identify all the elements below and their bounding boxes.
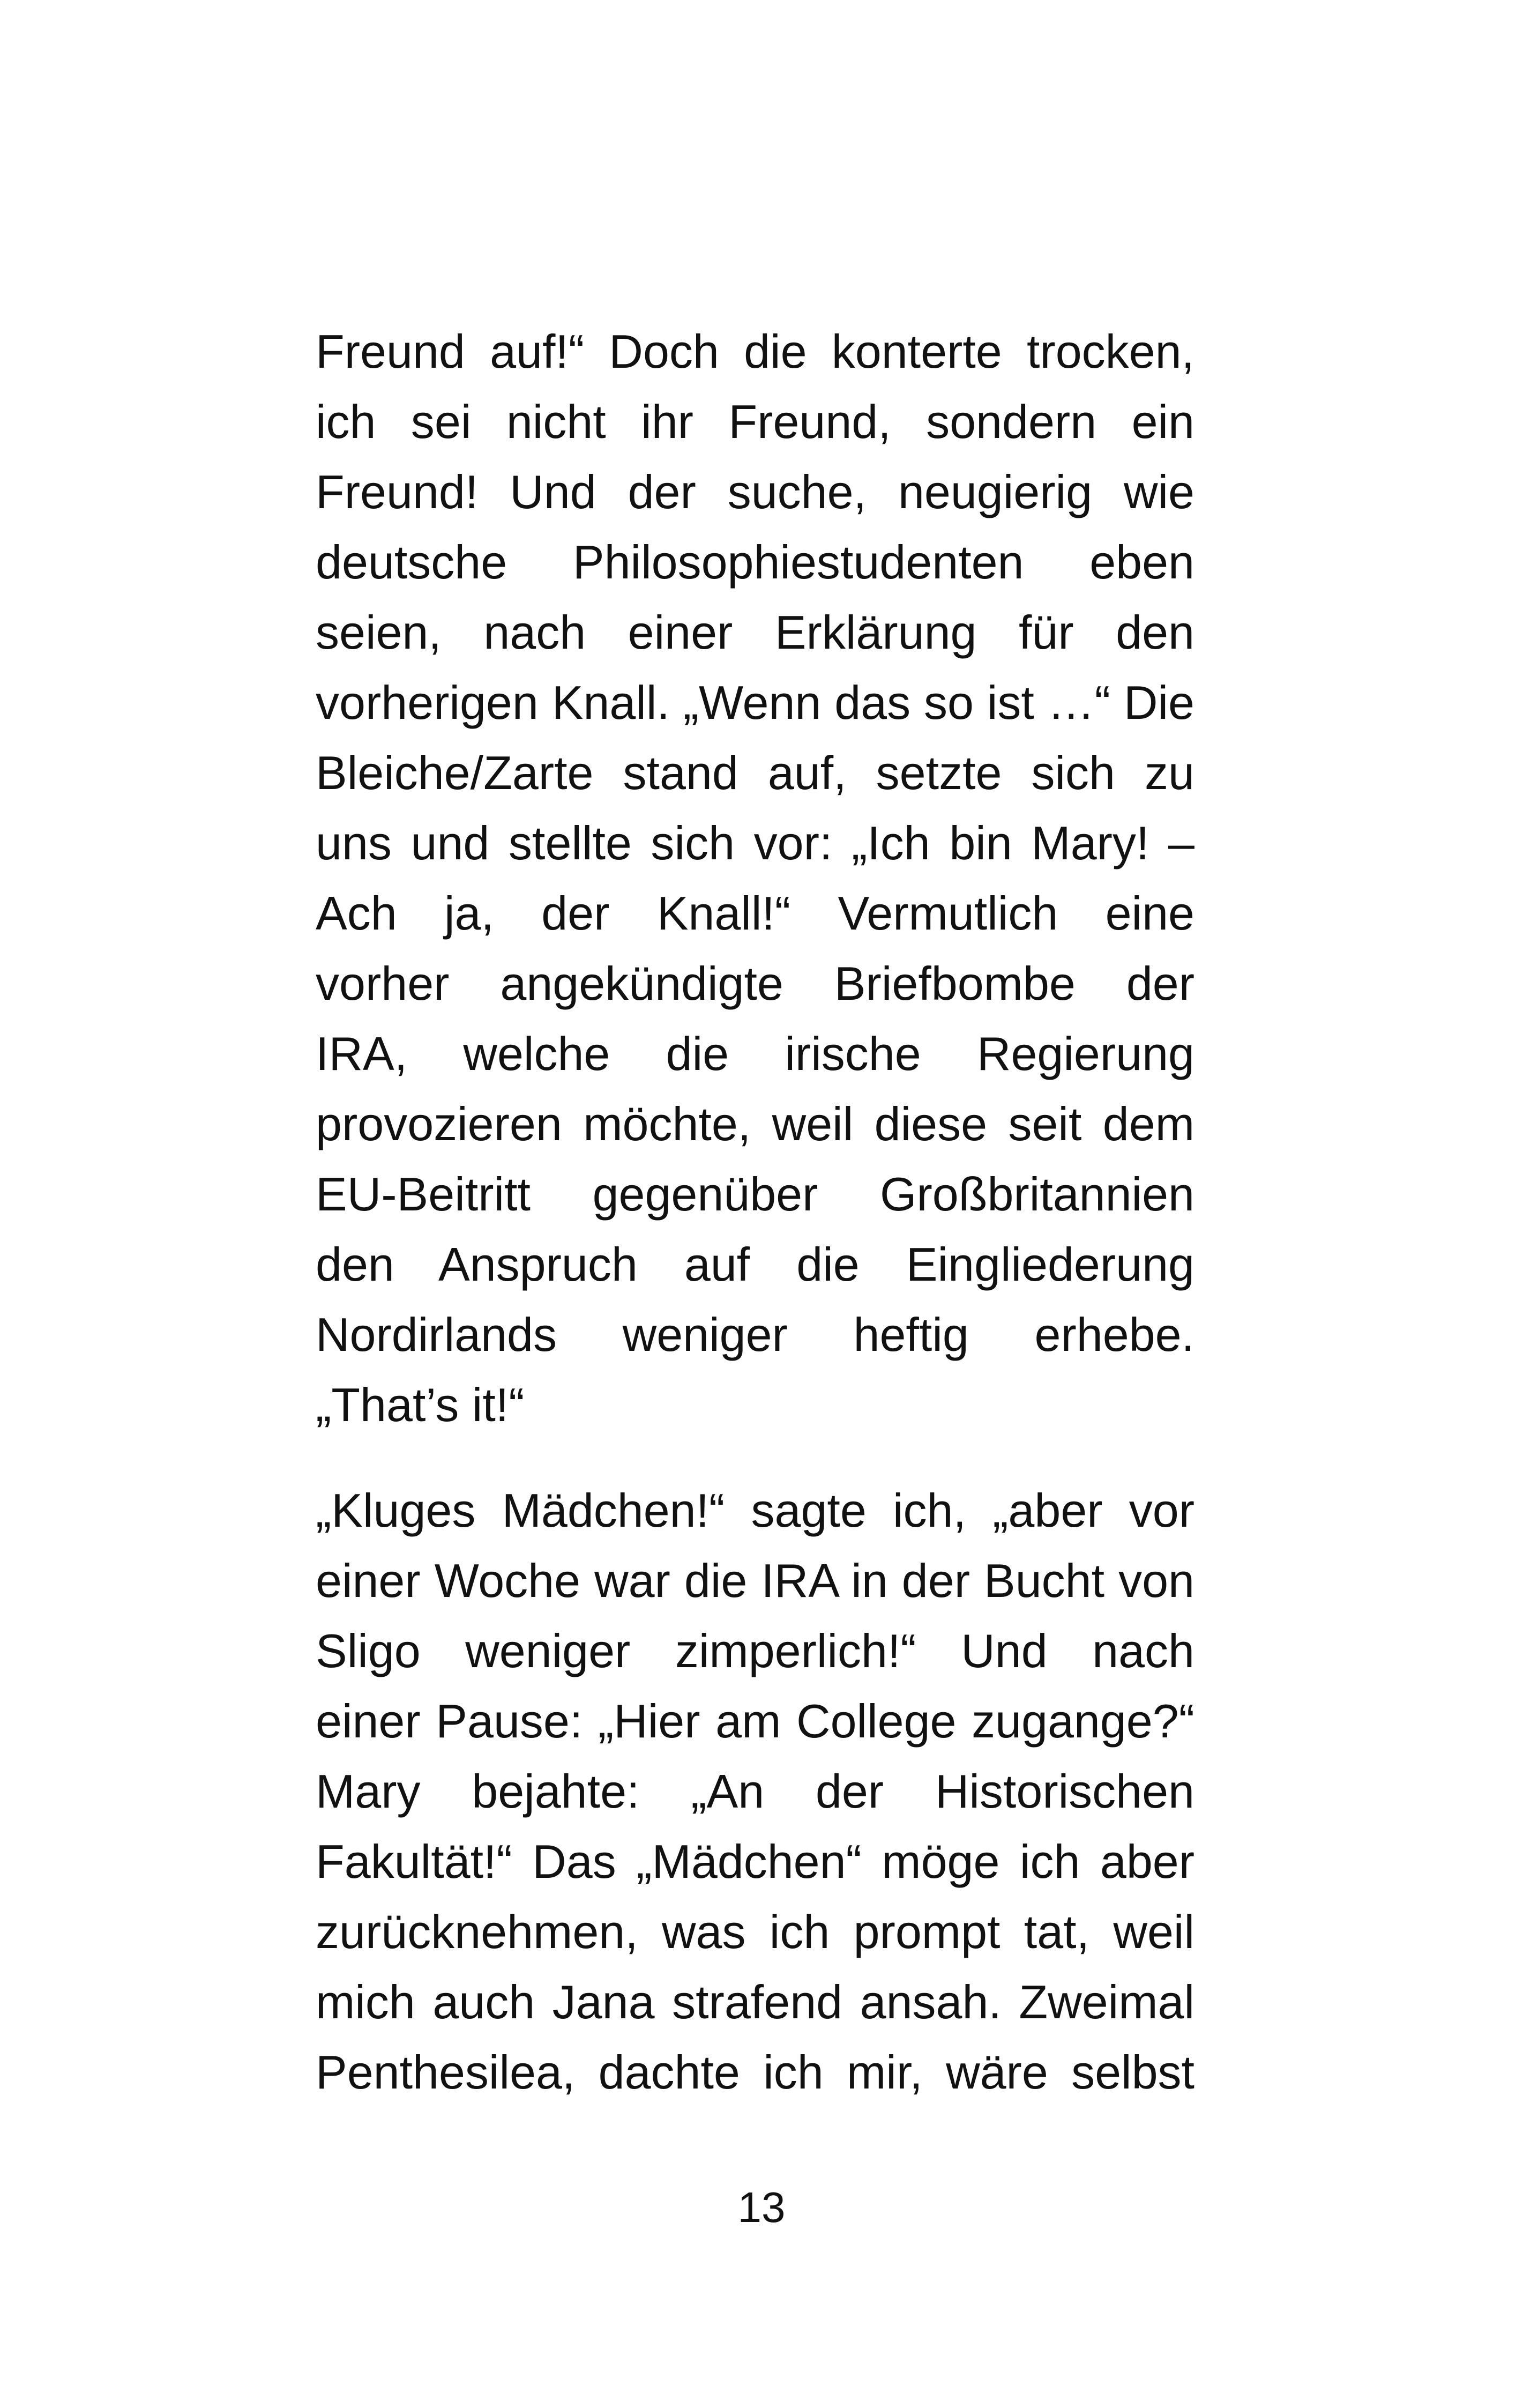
text-line: provozieren möchte, weil diese seit dem: [316, 1097, 1194, 1150]
text-line: ich sei nicht ihr Freund, sondern ein: [316, 395, 1194, 448]
text-line: Freund! Und der suche, neugierig wie: [316, 465, 1194, 518]
text-line: zurücknehmen, was ich prompt tat, weil: [316, 1905, 1194, 1958]
text-line: IRA, welche die irische Regierung: [316, 1027, 1194, 1080]
text-line: Sligo weniger zimperlich!“ Und nach: [316, 1624, 1194, 1677]
text-line: deutsche Philosophiestudenten eben: [316, 536, 1194, 589]
text-line: seien, nach einer Erklärung für den: [316, 606, 1194, 659]
text-line: vorher angekündigte Briefbombe der: [316, 957, 1194, 1010]
text-line: Bleiche/Zarte stand auf, setzte sich zu: [316, 746, 1194, 799]
paragraph-1: [316, 316, 1194, 1440]
text-line: einer Pause: „Hier am College zugange?“: [316, 1694, 1194, 1748]
text-line: vorherigen Knall. „Wenn das so ist …“ Die: [316, 676, 1194, 729]
text-line: „That’s it!“: [316, 1378, 525, 1431]
paragraph-2: [316, 1475, 1194, 2107]
text-line: Mary bejahte: „An der Historischen: [316, 1765, 1194, 1818]
text-line: Fakultät!“ Das „Mädchen“ möge ich aber: [316, 1835, 1194, 1888]
text-line: den Anspruch auf die Eingliederung: [316, 1238, 1194, 1291]
text-line: EU-Beitritt gegenüber Großbritannien: [316, 1168, 1194, 1221]
text-line: mich auch Jana strafend ansah. Zweimal: [316, 1975, 1194, 2028]
text-line: Penthesilea, dachte ich mir, wäre selbst: [316, 2046, 1194, 2099]
text-line: Ach ja, der Knall!“ Vermutlich eine: [316, 887, 1194, 940]
text-line: Nordirlands weniger heftig erhebe.: [316, 1308, 1194, 1361]
page-number: 13: [737, 2183, 786, 2231]
text-line: uns und stellte sich vor: „Ich bin Mary! –: [316, 816, 1194, 869]
text-line: „Kluges Mädchen!“ sagte ich, „aber vor: [316, 1484, 1194, 1537]
text-line: Freund auf!“ Doch die konterte trocken,: [316, 325, 1194, 378]
text-line: einer Woche war die IRA in der Bucht von: [316, 1554, 1194, 1607]
